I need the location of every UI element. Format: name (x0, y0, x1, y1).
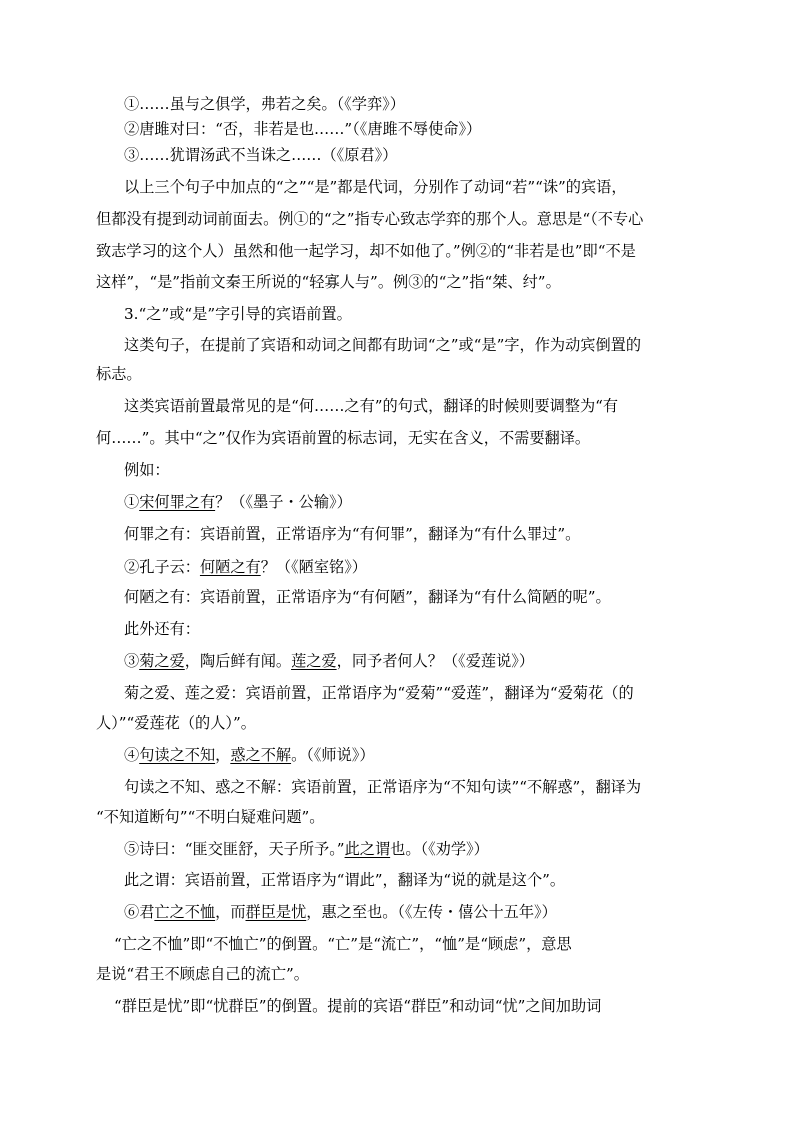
text-run: 何陋之有：宾语前置，正常语序为“有何陋”，翻译为“有什么简陋的呢”。 (124, 588, 611, 606)
text-line (96, 428, 590, 448)
text-run: ③ (124, 652, 140, 670)
text-line (124, 119, 481, 139)
text-run: 但都没有提到动词前面去。例①的“之”指专心致志学弈的那个人。意思是“（不专心 (96, 210, 644, 228)
text-line (124, 145, 397, 165)
text-run: 例如： (124, 461, 170, 479)
underlined-phrase: 惑之不解 (230, 746, 292, 764)
underlined-phrase: 菊之爱 (139, 652, 185, 670)
text-line (96, 713, 256, 733)
underlined-phrase: 宋何罪之有 (139, 493, 216, 511)
underlined-phrase: 亡之不恤 (154, 903, 216, 921)
text-run: 何……”。其中“之”仅作为宾语前置的标志词，无实在含义，不需要翻译。 (96, 429, 591, 447)
text-line (124, 683, 634, 703)
text-run: 人）”“爱莲花（的人）”。 (96, 714, 256, 732)
underlined-phrase: 何陋之有 (199, 558, 261, 576)
text-run: ②孔子云： (124, 558, 200, 576)
text-run: 标志。 (96, 365, 142, 383)
text-line (124, 94, 405, 114)
text-line (114, 934, 572, 954)
text-line (114, 996, 601, 1016)
text-run: ，而 (215, 903, 246, 921)
text-line (96, 209, 643, 229)
text-line (96, 241, 636, 261)
text-line (124, 177, 627, 197)
text-run: “亡之不恤”即“不恤亡”的倒置。“亡”是“流亡”，“恤”是“顾虑”，意思 (114, 935, 572, 953)
text-run: ②唐雎对曰：“否，非若是也……”（《唐雎不辱使命》） (124, 120, 482, 138)
text-line (124, 651, 534, 671)
text-run: 此外还有： (124, 620, 200, 638)
text-run: ③……犹谓汤武不当诛之……（《原君》） (124, 146, 398, 164)
text-line (124, 870, 565, 890)
text-line (124, 619, 200, 639)
underlined-phrase: 句读之不知 (139, 746, 216, 764)
underlined-phrase: 群臣是忧 (245, 903, 307, 921)
text-run: 3.“之”或“是”字引导的宾语前置。 (124, 305, 352, 323)
text-run: 这类宾语前置最常见的是“何……之有”的句式，翻译的时候则要调整为“有 (124, 397, 619, 415)
text-run: 以上三个句子中加点的“之”“是”都是代词，分别作了动词“若”“诛”的宾语， (124, 178, 627, 196)
text-line (96, 272, 561, 292)
underlined-phrase: 莲之爱 (291, 652, 337, 670)
text-line (96, 964, 309, 984)
text-run: ， (215, 746, 231, 764)
underlined-phrase: 此之谓 (344, 840, 391, 858)
text-run: 菊之爱、莲之爱：宾语前置，正常语序为“爱菊”“爱莲”，翻译为“爱菊花（的 (124, 684, 634, 702)
text-line (124, 460, 170, 480)
text-run: 句读之不知、惑之不解：宾语前置，正常语序为“不知句读”“不解惑”，翻译为 (124, 778, 642, 796)
text-run: “不知道断句”“不明白疑难问题”。 (96, 808, 325, 826)
text-line (124, 335, 641, 355)
text-line (96, 364, 142, 384)
text-run: ⑥君 (124, 903, 155, 921)
text-line (124, 557, 367, 577)
text-line (124, 492, 352, 512)
text-run: ？（《墨子・公输》） (215, 493, 352, 511)
text-run: ？（《陋室铭》） (260, 558, 367, 576)
text-run: ④ (124, 746, 140, 764)
text-run: ⑤诗曰：“匪交匪舒，天子所予。” (124, 840, 345, 858)
text-run: 致志学习的这个人）虽然和他一起学习，却不如他了。”例②的“非若是也”即“不是 (96, 242, 636, 260)
text-run: 此之谓：宾语前置，正常语序为“谓此”，翻译为“说的就是这个”。 (124, 871, 566, 889)
text-run: 这类句子，在提前了宾语和动词之间都有助词“之”或“是”字，作为动宾倒置的 (124, 336, 642, 354)
text-line (124, 304, 352, 324)
text-run: ，惠之至也。（《左传・僖公十五年》） (306, 903, 557, 921)
text-run: ①……虽与之俱学，弗若之矣。（《学弈》） (124, 95, 405, 113)
text-line (124, 839, 489, 859)
text-run: 是说“君王不顾虑自己的流亡”。 (96, 965, 309, 983)
text-line (124, 396, 618, 416)
text-line (124, 745, 375, 765)
text-run: 这样”，“是”指前文秦王所说的“轻寡人与”。例③的“之”指“桀、纣”。 (96, 273, 561, 291)
text-run: ，陶后鲜有闻。 (184, 652, 292, 670)
text-run: “群臣是忧”即“忧群臣”的倒置。提前的宾语“群臣”和动词“忧”之间加助词 (114, 997, 602, 1015)
text-line (124, 902, 557, 922)
text-run: 。（《师说》） (291, 746, 375, 764)
text-line (124, 777, 641, 797)
text-run: 也。（《劝学》） (390, 840, 489, 858)
text-run: 何罪之有：宾语前置，正常语序为“有何罪”，翻译为“有什么罪过”。 (124, 525, 581, 543)
text-run: ，同予者何人？（《爱莲说》） (336, 652, 535, 670)
text-line (124, 524, 580, 544)
text-line (96, 807, 325, 827)
text-run: ① (124, 493, 140, 511)
text-line (124, 587, 611, 607)
